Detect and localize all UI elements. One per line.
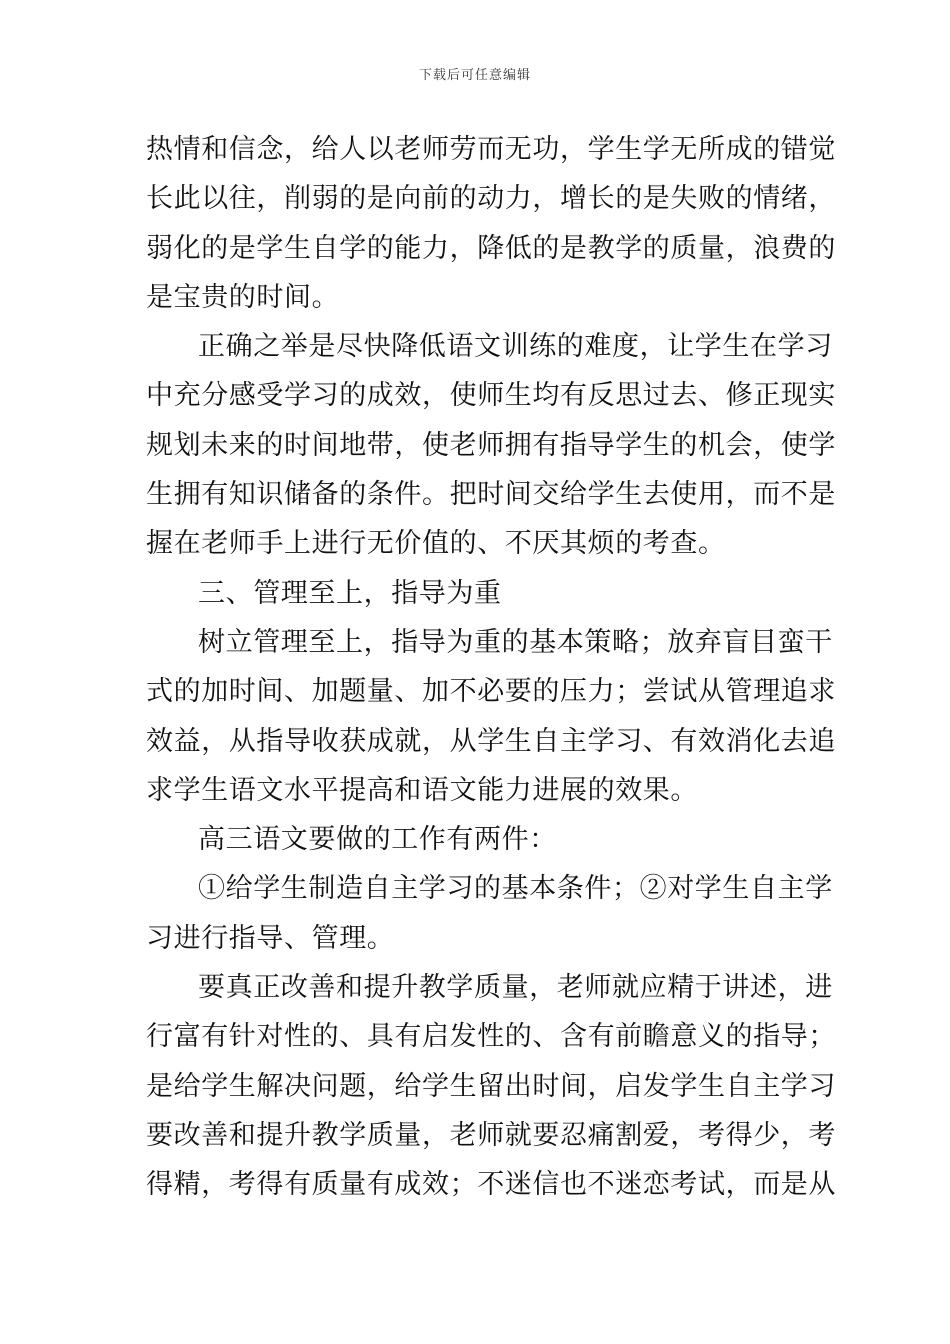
text-line: 效益，从指导收获成就，从学生自主学习、有效消化去追 — [146, 725, 836, 757]
text-line: 长此以往，削弱的是向前的动力，增长的是失败的情绪， — [146, 183, 836, 215]
text-line: 树立管理至上，指导为重的基本策略；放弃盲目蛮干 — [198, 626, 833, 658]
text-line: 正确之举是尽快降低语文训练的难度，让学生在学习 — [198, 331, 833, 363]
text-line: 是给学生解决问题，给学生留出时间，启发学生自主学习 — [146, 1070, 836, 1102]
text-line: 式的加时间、加题量、加不必要的压力；尝试从管理追求 — [146, 676, 836, 708]
section-heading: 三、管理至上，指导为重 — [198, 577, 502, 609]
text-line: 规划未来的时间地带，使老师拥有指导学生的机会，使学 — [146, 429, 836, 461]
text-line: 高三语文要做的工作有两件： — [198, 824, 557, 856]
text-line: 弱化的是学生自学的能力，降低的是教学的质量，浪费的 — [146, 232, 836, 264]
text-line: 要真正改善和提升教学质量，老师就应精于讲述，进 — [198, 972, 833, 1004]
document-body — [146, 125, 836, 1210]
text-line: ①给学生制造自主学习的基本条件；②对学生自主学 — [198, 873, 833, 905]
text-line: 握在老师手上进行无价值的、不厌其烦的考查。 — [146, 528, 726, 560]
text-line: 是宝贵的时间。 — [146, 281, 340, 313]
text-line: 得精，考得有质量有成效；不迷信也不迷恋考试，而是从 — [146, 1169, 836, 1201]
text-line: 生拥有知识储备的条件。把时间交给学生去使用，而不是 — [146, 479, 836, 511]
text-line: 热情和信念，给人以老师劳而无功，学生学无所成的错觉 — [146, 134, 836, 165]
text-line: 行富有针对性的、具有启发性的、含有前瞻意义的指导； — [146, 1021, 836, 1053]
text-line: 中充分感受学习的成效，使师生均有反思过去、修正现实 — [146, 380, 836, 412]
page-header: 下载后可任意编辑 — [418, 68, 531, 83]
text-line: 求学生语文水平提高和语文能力进展的效果。 — [146, 774, 698, 806]
text-line: 习进行指导、管理。 — [146, 922, 395, 954]
text-line: 要改善和提升教学质量，老师就要忍痛割爱，考得少，考 — [146, 1119, 836, 1151]
